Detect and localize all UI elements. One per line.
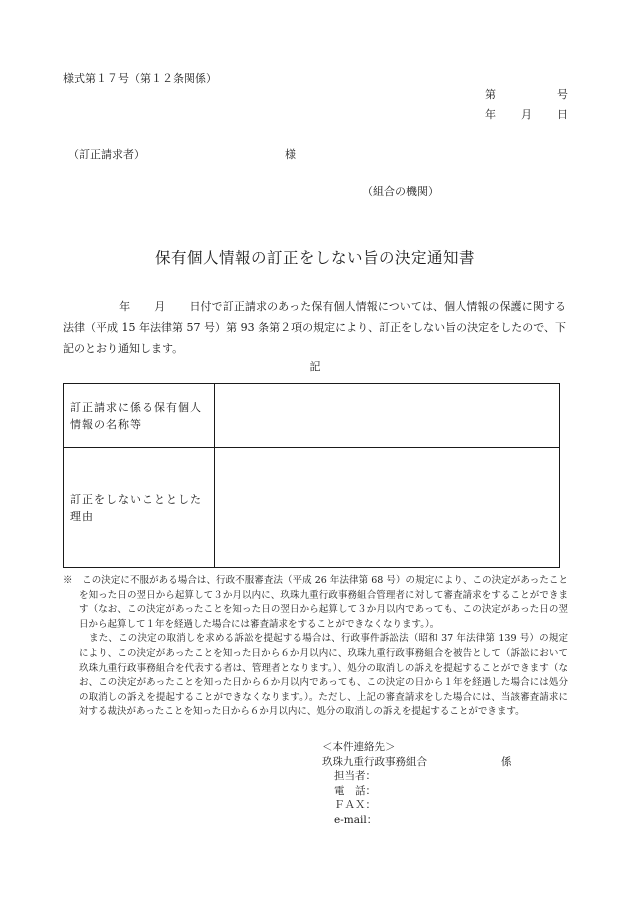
addressee-honorific: 様: [285, 148, 296, 161]
body-text: 日付で訂正請求のあった保有個人情報については、個人情報の保護に関する法律（平成 15 年法律第 57 号）第 93 条第２項の規定により、訂正をしない旨の決定をしたので、下記のとおり通知します。: [63, 300, 567, 355]
contact-block: [322, 740, 512, 827]
contact-fax: ＦＡＸ：: [334, 799, 376, 811]
form-number: 様式第１７号（第１２条関係）: [63, 72, 217, 85]
table-row: [64, 384, 560, 448]
table-value-info-name[interactable]: [215, 384, 560, 448]
body-month: 月: [154, 300, 166, 313]
notice-paragraph-2: また、この決定の取消しを求める訴訟を提起する場合は、行政事件訴訟法（昭和 37 年法律第 139 号）の規定により、この決定があったことを知った日から６か月以内に、玖珠九重行政事務組合を被告として（訴訟において玖珠九重行政事務組合を代表する者は、管理者となります。）、処分の取消しの訴えを提起することができます（なお、この決定があったことを知った日から６か月以内であっても、この決定の日から１年を経過した場合には処分の取消しの訴えを提起することができなくなります。）。ただし、上記の審査請求をした場合には、当該審査請求に対する裁決があったことを知った日から６か月以内に、処分の取消しの訴えを提起することができます。: [79, 633, 568, 718]
contact-organization-row: [322, 755, 512, 770]
addressee-label: （訂正請求者）: [68, 148, 145, 161]
notice-paragraph-1: ※ この決定に不服がある場合は、行政不服審査法（平成 26 年法律第 68 号）の規定により、この決定があったことを知った日の翌日から起算して３か月以内に、玖珠九重行政事務組合管理者に対して審査請求をすることができます（なお、この決定があったことを知った日の翌日から起算して３か月以内であっても、この決定があった日の翌日から起算して１年を経過した場合には審査請求をすることができなくなります。）。: [63, 575, 568, 630]
table-value-reason[interactable]: [215, 448, 560, 568]
date-year: 年: [485, 108, 496, 121]
notice-section: [63, 574, 568, 720]
contact-organization: 玖珠九重行政事務組合: [322, 755, 427, 768]
body-paragraph: [63, 296, 566, 359]
number-suffix: 号: [557, 88, 568, 101]
document-title: 保有個人情報の訂正をしない旨の決定通知書: [154, 249, 475, 267]
number-prefix: 第: [485, 88, 496, 101]
contact-email: e-mail：: [334, 813, 378, 826]
table-row: [64, 448, 560, 568]
contact-department-suffix: 係: [501, 755, 512, 768]
date-line: [485, 106, 568, 122]
contact-phone: 電 話：: [334, 784, 376, 797]
contact-heading: ＜本件連絡先＞: [322, 741, 396, 753]
organization-label: （組合の機関）: [362, 185, 439, 198]
info-table: [63, 383, 560, 568]
table-label-info-name: 訂正請求に係る保有個人情報の名称等: [64, 384, 215, 448]
document-number-line: [485, 86, 568, 102]
ki-heading: 記: [309, 360, 321, 373]
contact-person: 担当者：: [334, 770, 376, 782]
body-year: 年: [119, 300, 131, 313]
date-day: 日: [557, 108, 568, 121]
date-month: 月: [521, 108, 532, 121]
table-label-reason: 訂正をしないこととした理由: [64, 448, 215, 568]
